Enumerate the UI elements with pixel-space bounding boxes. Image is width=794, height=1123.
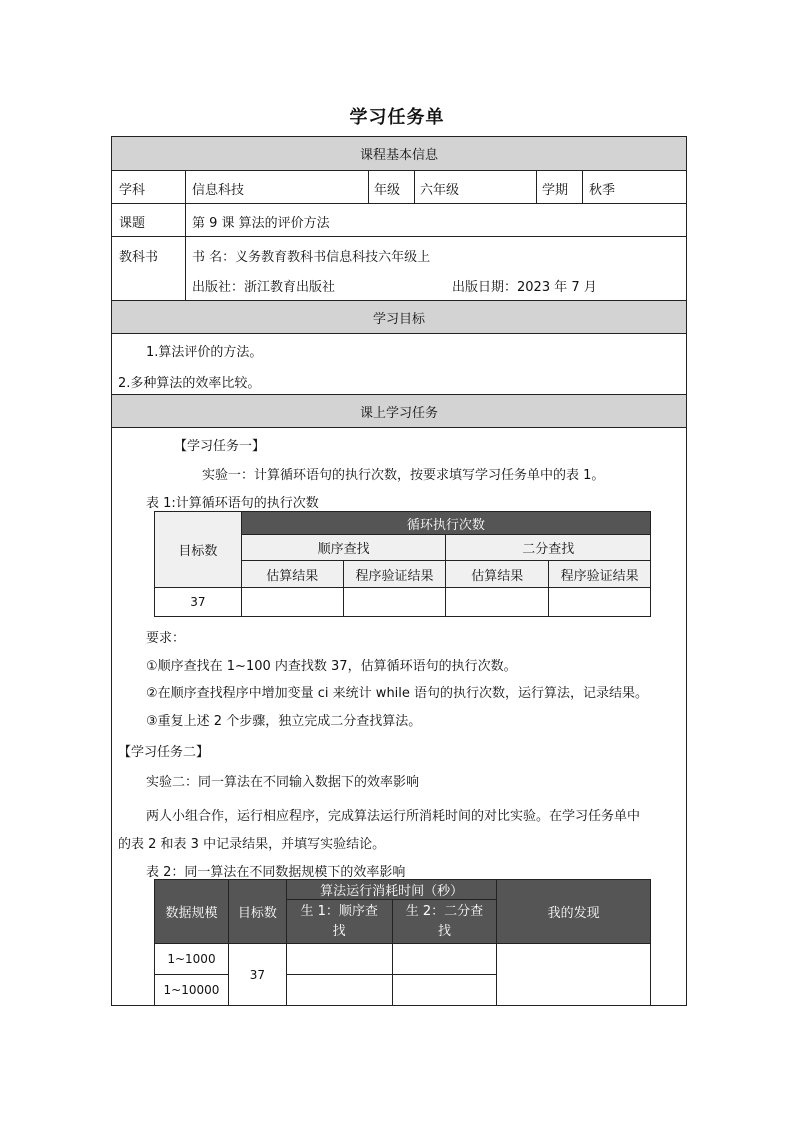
table1-caption: 表 1:计算循环语句的执行次数 [146,496,319,511]
requirement-item: ③重复上述 2 个步骤，独立完成二分查找算法。 [146,714,422,729]
table1-input-cell[interactable] [549,588,651,617]
task-sheet-table [111,136,687,1006]
task2-paragraph: 两人小组合作，运行相应程序，完成算法运行所消耗时间的对比实验。在学习任务单中 [146,809,641,824]
divider [536,170,537,203]
table2 [154,879,651,1006]
table1-input-cell[interactable] [241,588,343,617]
term-label: 学期 [542,183,569,198]
table1-estimate-header: 估算结果 [446,561,549,588]
book-name: 书 名：义务教育教科书信息科技六年级上 [192,250,431,265]
divider [582,170,583,203]
table1-bin-header: 二分查找 [446,535,651,561]
section-header-basic-info: 课程基本信息 [112,137,686,171]
objective-item: 1.算法评价的方法。 [146,345,263,360]
divider [368,170,369,203]
requirement-item: ①顺序查找在 1~100 内查找数 37，估算循环语句的执行次数。 [146,659,517,674]
table2-student1-header: 生 1：顺序查找 [286,900,392,944]
table2-input-cell[interactable] [286,975,392,1006]
subject-value: 信息科技 [192,183,245,198]
subject-label: 学科 [119,183,146,198]
table2-scale-row: 1~1000 [155,944,229,975]
divider [112,203,686,204]
requirement-item: ②在顺序查找程序中增加变量 ci 来统计 while 语句的执行次数，运行算法，记录结果。 [146,686,649,701]
term-value: 秋季 [589,183,616,198]
lesson-value: 第 9 课 算法的评价方法 [192,216,330,231]
task2-title: 【学习任务二】 [118,745,210,760]
divider [112,236,686,237]
divider [414,170,415,203]
table2-input-cell[interactable] [286,944,392,975]
table1-loop-header: 循环执行次数 [241,512,650,535]
grade-value: 六年级 [420,183,460,198]
publisher: 出版社：浙江教育出版社 [192,280,336,295]
table2-scale-row: 1~10000 [155,975,229,1006]
table1-seq-header: 顺序查找 [241,535,446,561]
table1 [154,511,651,617]
table2-input-cell[interactable] [392,975,497,1006]
table2-target-header: 目标数 [228,880,286,944]
table2-time-header: 算法运行消耗时间（秒） [286,880,497,900]
page-title: 学习任务单 [349,107,445,128]
table1-input-cell[interactable] [343,588,446,617]
table2-scale-header: 数据规模 [155,880,229,944]
task2-paragraph: 的表 2 和表 3 中记录结果，并填写实验结论。 [118,837,386,852]
table2-finding-cell[interactable] [497,944,651,1006]
experiment1-text: 实验一：计算循环语句的执行次数，按要求填写学习任务单中的表 1。 [202,468,605,483]
publish-date: 出版日期：2023 年 7 月 [452,280,597,295]
table1-estimate-header: 估算结果 [241,561,343,588]
table1-target-value: 37 [155,588,242,617]
lesson-label: 课题 [119,216,146,231]
table1-target-header: 目标数 [155,512,242,588]
table2-finding-header: 我的发现 [497,880,651,944]
objective-item: 2.多种算法的效率比较。 [118,376,261,391]
requirements-title: 要求： [146,631,186,646]
task1-title: 【学习任务一】 [174,439,266,454]
table1-verify-header: 程序验证结果 [549,561,651,588]
table1-verify-header: 程序验证结果 [343,561,446,588]
section-header-objectives: 学习目标 [112,300,686,334]
textbook-label: 教科书 [119,250,159,265]
table2-student2-header: 生 2：二分查找 [392,900,497,944]
experiment2-text: 实验二：同一算法在不同输入数据下的效率影响 [146,775,420,790]
table2-caption: 表 2：同一算法在不同数据规模下的效率影响 [146,865,406,880]
section-header-tasks: 课上学习任务 [112,394,686,428]
table1-input-cell[interactable] [446,588,549,617]
table2-target-value: 37 [228,944,286,1006]
table2-input-cell[interactable] [392,944,497,975]
grade-label: 年级 [374,183,401,198]
